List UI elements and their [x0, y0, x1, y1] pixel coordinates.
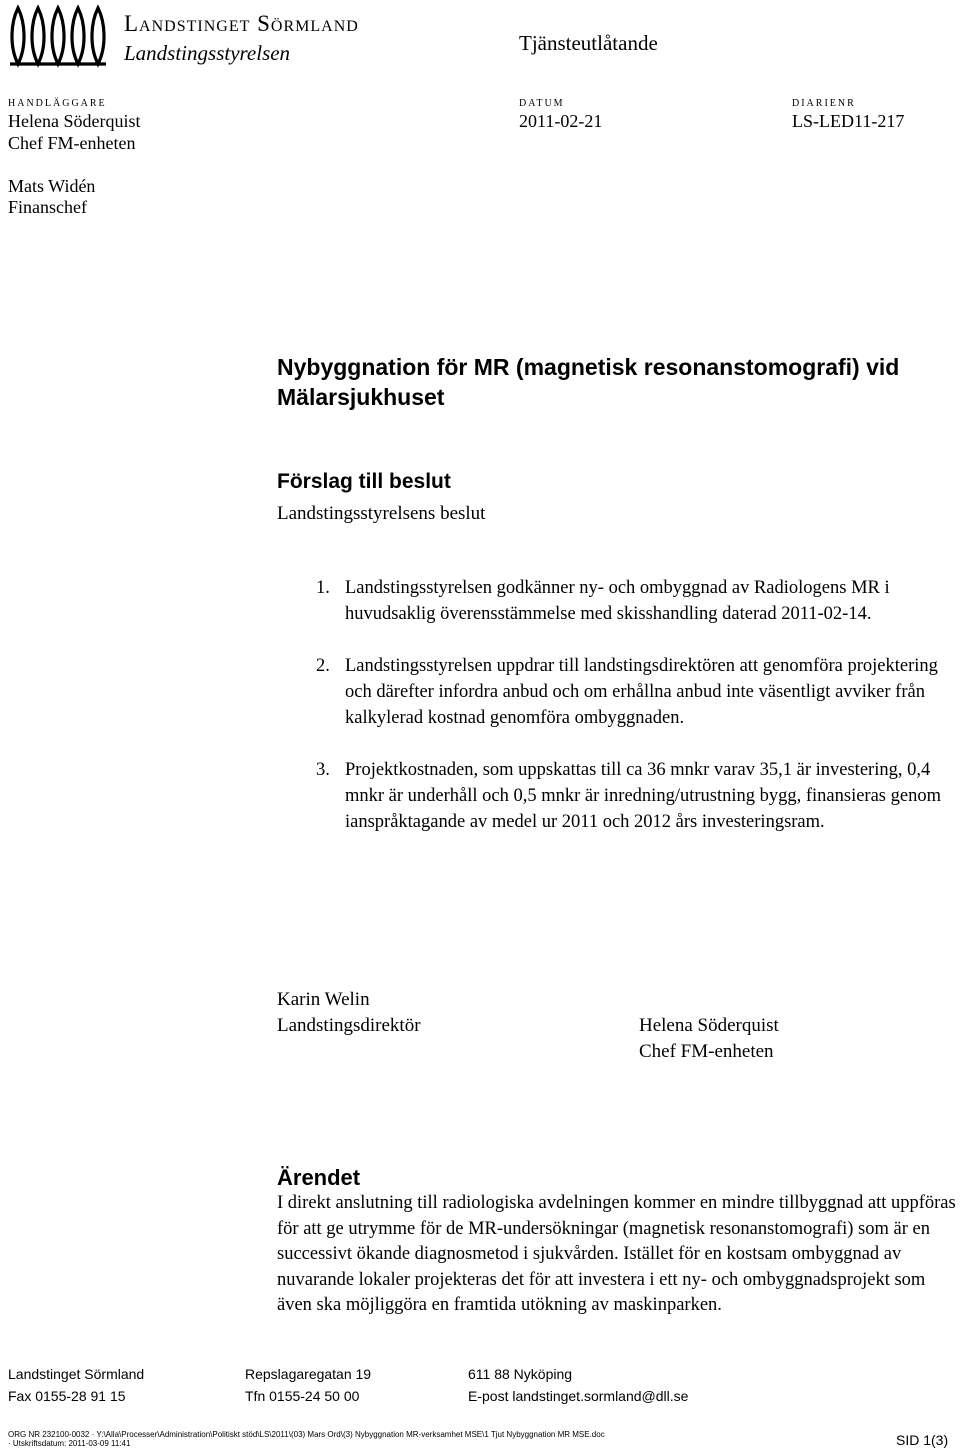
signature-right-title: Chef FM-enheten [639, 1041, 774, 1062]
diarienr-value: LS-LED11-217 [792, 111, 905, 131]
arendet-heading: Ärendet [277, 1165, 361, 1190]
decision-text: Landstingsstyrelsen uppdrar till landstingsdirektören att genomföra projektering och därefter infordra anbud och om erhållna anbud inte väsentligt avviker från kalkylerad kostnad genomföra ombyggnaden. [345, 656, 938, 728]
document-type: Tjänsteutlåtande [519, 31, 658, 55]
decision-text: Projektkostnaden, som uppskattas till ca 36 mnkr varav 35,1 är investering, 0,4 mnkr är underhåll och 0,5 mnkr är inredning/utrustning bygg, finansieras genom ianspråktagande av medel ur 2011 och 2012 års investeringsram. [345, 760, 941, 832]
proposal-heading: Förslag till beslut [277, 470, 451, 493]
decision-text: Landstingsstyrelsen godkänner ny- och ombyggnad av Radiologens MR i huvudsaklig överensstämmelse med skisshandling daterad 2011-02-14. [345, 578, 890, 624]
co-role: Finanschef [8, 197, 87, 217]
handlaggare-name: Helena Söderquist [8, 111, 141, 131]
diarienr-label: DIARIENR [792, 98, 856, 109]
file-path: ORG NR 232100-0032 · Y:\Alla\Processer\Administration\Politiskt stöd\LS\2011\(03) Mars Ord\(3) Nybyggnation MR-verksamhet MSE\1 Tjut Nybyggnation MR MSE.doc [8, 1430, 605, 1439]
datum-value: 2011-02-21 [519, 111, 603, 131]
decision-number: 1. [316, 578, 330, 598]
handlaggare-role: Chef FM-enheten [8, 133, 136, 153]
decision-number: 3. [316, 760, 330, 780]
print-date: · Utskriftsdatum: 2011-03-09 11:41 [8, 1439, 131, 1448]
footer-postal: 611 88 Nyköping [468, 1366, 573, 1382]
signature-left-name: Karin Welin [277, 989, 370, 1010]
landstinget-logo [6, 2, 110, 68]
org-subtitle: Landstingsstyrelsen [124, 41, 291, 65]
footer-tel: Tfn 0155-24 50 00 [245, 1388, 360, 1404]
decision-item [316, 575, 960, 627]
footer-file-path [8, 1430, 888, 1448]
datum-label: DATUM [519, 98, 565, 109]
decision-number: 2. [316, 656, 330, 676]
page-number: SID 1(3) [896, 1432, 949, 1448]
co-name: Mats Widén [8, 176, 96, 196]
handlaggare-label: HANDLÄGGARE [8, 98, 107, 109]
footer-address: Repslagaregatan 19 [245, 1366, 372, 1382]
proposal-subheading: Landstingsstyrelsens beslut [277, 503, 486, 524]
org-name: Landstinget Sörmland [124, 11, 359, 36]
footer-email: E-post landstinget.sormland@dll.se [468, 1388, 689, 1404]
decision-item [316, 757, 960, 835]
decision-item [316, 653, 960, 731]
signature-left-title: Landstingsdirektör [277, 1015, 421, 1036]
signature-right-name: Helena Söderquist [639, 1015, 779, 1036]
footer-fax: Fax 0155-28 91 15 [8, 1388, 126, 1404]
arendet-text: I direkt anslutning till radiologiska avdelningen kommer en mindre tillbyggnad att uppföras för att ge utrymme för de MR-undersökningar (magnetisk resonanstomografi) som är en successivt ökande diagnosmetod i sjukvården. Istället för en kostsam ombyggnad av nuvarande lokaler projekteras det för att investera i ett ny- och ombyggnadsprojekt som även ska möjliggöra en framtida utökning av maskinparken. [277, 1193, 956, 1315]
decision-list [316, 575, 960, 861]
page-title: Nybyggnation för MR (magnetisk resonanstomografi) vid Mälarsjukhuset [277, 354, 900, 410]
footer-org: Landstinget Sörmland [8, 1366, 145, 1382]
